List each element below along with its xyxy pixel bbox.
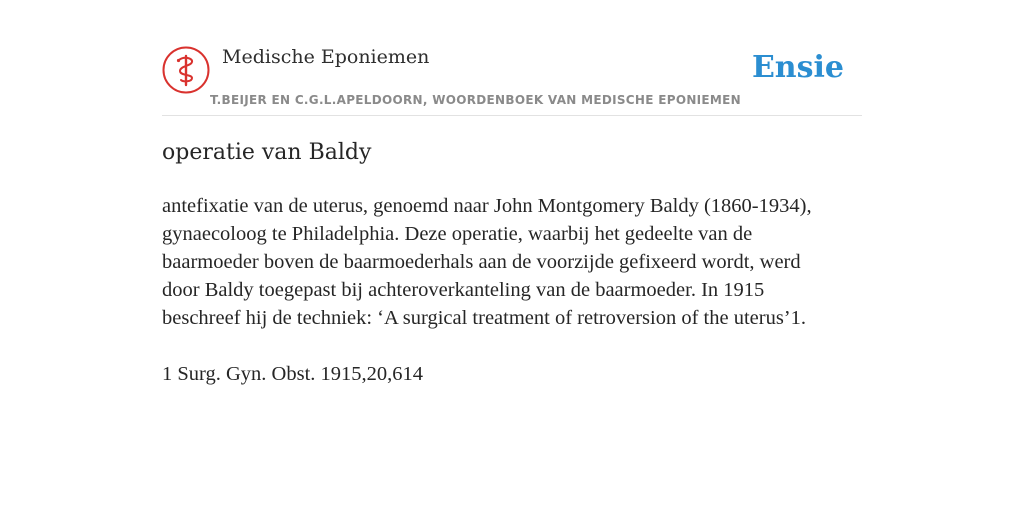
source-header bbox=[162, 46, 862, 116]
caduceus-icon[interactable] bbox=[162, 46, 210, 94]
definition-line: beschreef hij de techniek: ‘A surgical treatment of retroversion of the uterus’1. bbox=[162, 307, 806, 329]
entry-body bbox=[162, 192, 862, 388]
definition-line: antefixatie van de uterus, genoemd naar John Montgomery Baldy (1860-1934), bbox=[162, 195, 812, 217]
definition-line: door Baldy toegepast bij achteroverkanteling van de baarmoeder. In 1915 bbox=[162, 279, 765, 301]
footnote: 1 Surg. Gyn. Obst. 1915,20,614 bbox=[162, 363, 424, 385]
brand-logo[interactable]: Ensie bbox=[751, 50, 844, 85]
source-authors: T.BEIJER EN C.G.L.APELDOORN, WOORDENBOEK VAN MEDISCHE EPONIEMEN bbox=[210, 93, 742, 107]
definition-paragraph bbox=[162, 192, 862, 332]
definition-line: gynaecoloog te Philadelphia. Deze operatie, waarbij het gedeelte van de bbox=[162, 223, 753, 245]
entry-title: operatie van Baldy bbox=[162, 140, 372, 165]
source-title[interactable]: Medische Eponiemen bbox=[222, 46, 430, 68]
header-divider bbox=[162, 115, 862, 116]
definition-line: baarmoeder boven de baarmoederhals aan de voorzijde gefixeerd wordt, werd bbox=[162, 251, 801, 273]
page bbox=[162, 0, 862, 512]
